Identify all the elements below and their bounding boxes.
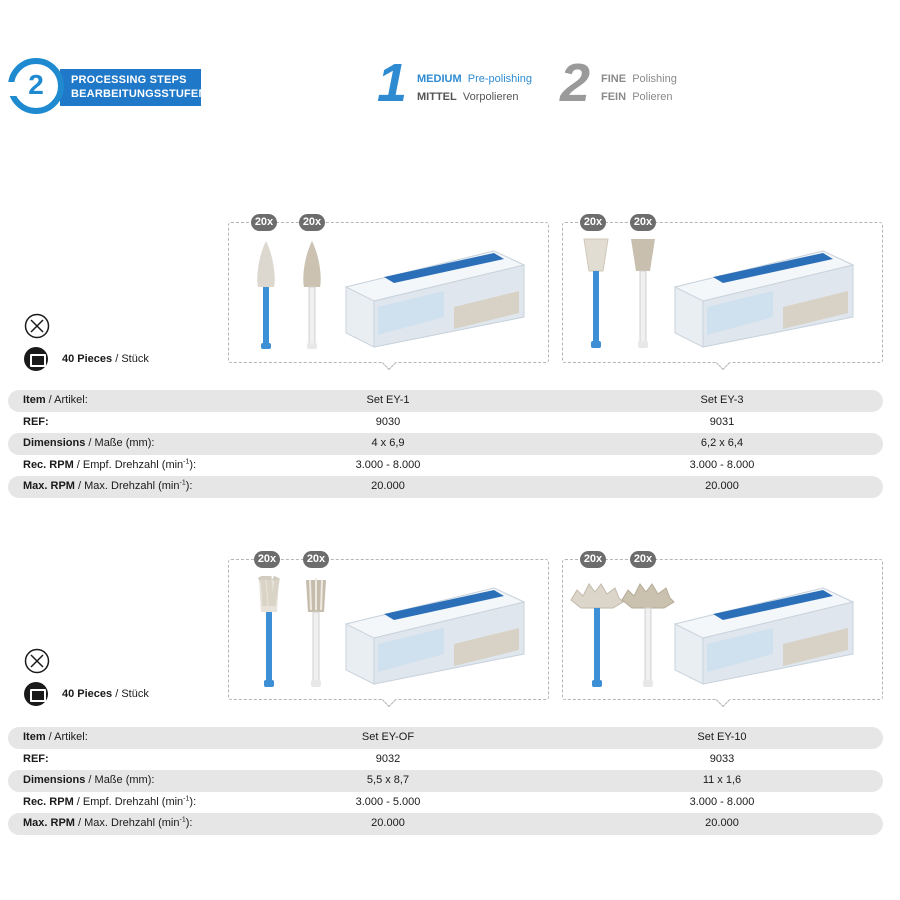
cell-value: 3.000 - 8.000 — [689, 458, 755, 471]
steps-title-en: PROCESSING STEPS — [71, 74, 187, 86]
cell-value: 9031 — [709, 415, 735, 428]
cell-value: Set EY-OF — [361, 731, 415, 743]
brush-polisher-blue — [255, 576, 283, 690]
flame-polisher-white — [300, 239, 324, 353]
label-end: ): — [189, 795, 197, 808]
label-rest: / Maße (mm): — [85, 774, 155, 786]
label-rest: / Maße (mm): — [85, 437, 155, 449]
frame-pointer — [381, 693, 395, 707]
label-sup: -1 — [183, 457, 190, 465]
processing-steps-badge — [8, 58, 64, 114]
label-bold: REF: — [23, 415, 49, 428]
label-bold: Max. RPM — [23, 817, 75, 829]
cup-polisher-white — [628, 237, 658, 353]
flame-polisher-blue — [254, 239, 278, 353]
cell-value: 9030 — [375, 415, 401, 428]
badge-number: 2 — [28, 69, 44, 100]
label-rest: / Artikel: — [45, 394, 88, 406]
step2-desc-de: Polieren — [632, 91, 673, 103]
row-label — [23, 792, 196, 814]
spec-table-2 — [8, 727, 883, 835]
label-rest: / Max. Drehzahl (min — [74, 817, 180, 829]
cell-value: 5,5 x 8,7 — [366, 774, 410, 786]
qty-badge: 20x — [303, 551, 329, 568]
package-icon — [24, 682, 48, 706]
label-bold: Dimensions — [23, 774, 86, 786]
pieces-rest: / Stück — [112, 688, 149, 700]
table-row-max-rpm — [8, 476, 883, 498]
table-row-ref — [8, 412, 883, 434]
label-rest: / Empf. Drehzahl (min — [73, 795, 184, 808]
label-bold: Dimensions — [23, 437, 86, 449]
product-frame-ey1 — [228, 216, 549, 363]
qty-badge: 20x — [630, 551, 656, 568]
disc-polisher-white — [620, 582, 676, 692]
label-end: ): — [185, 480, 193, 492]
step1-level-en: MEDIUM — [417, 73, 462, 85]
pieces-bold: 40 Pieces — [62, 353, 113, 365]
product-box-image — [344, 584, 528, 688]
step2-level-de: FEIN — [601, 91, 627, 103]
cell-value: 20.000 — [705, 480, 739, 492]
table-row-rec-rpm — [8, 792, 883, 814]
table-row-dimensions — [8, 433, 883, 455]
pieces-count — [62, 353, 149, 365]
table-row-dimensions — [8, 770, 883, 792]
cell-value: 11 x 1,6 — [702, 774, 742, 786]
step1-desc-de: Vorpolieren — [462, 91, 519, 103]
qty-badge: 20x — [580, 214, 606, 231]
row-label — [23, 813, 192, 835]
cell-value: 3.000 - 5.000 — [355, 795, 421, 808]
label-end: ): — [189, 458, 197, 471]
label-bold: Item — [23, 394, 46, 406]
qty-badge: 20x — [580, 551, 606, 568]
step1-level-de: MITTEL — [417, 91, 457, 103]
qty-badge: 20x — [630, 214, 656, 231]
cell-value: 20.000 — [705, 817, 739, 829]
row-label — [23, 749, 49, 771]
table-row-rec-rpm — [8, 455, 883, 477]
disc-polisher-blue — [569, 582, 625, 692]
cell-value: Set EY-10 — [697, 731, 747, 743]
product-frame-eyof — [228, 553, 549, 700]
product-frame-ey3 — [562, 216, 883, 363]
label-bold: REF: — [23, 752, 49, 765]
frame-pointer — [381, 356, 395, 370]
table-row-max-rpm — [8, 813, 883, 835]
row-label — [23, 455, 196, 477]
cell-value: 20.000 — [371, 817, 405, 829]
cup-polisher-blue — [581, 237, 611, 353]
cell-value: 3.000 - 8.000 — [689, 795, 755, 808]
product-frame-ey10 — [562, 553, 883, 700]
label-end: ): — [185, 817, 193, 829]
cell-value: 3.000 - 8.000 — [355, 458, 421, 471]
step1-text — [417, 70, 532, 106]
label-bold: Rec. RPM — [23, 458, 74, 471]
label-rest: / Empf. Drehzahl (min — [73, 458, 184, 471]
product-box-image — [673, 247, 857, 351]
cell-value: 4 x 6,9 — [371, 437, 405, 449]
cell-value: Set EY-3 — [700, 394, 744, 406]
product-box-image — [344, 247, 528, 351]
step1-number: 1 — [377, 53, 408, 113]
cell-value: 6,2 x 6,4 — [700, 437, 744, 449]
row-label — [23, 727, 88, 749]
brush-polisher-white — [302, 576, 330, 690]
frame-pointer — [715, 356, 729, 370]
row-label — [23, 412, 49, 434]
qty-badge: 20x — [254, 551, 280, 568]
label-sup: -1 — [179, 479, 186, 487]
qty-badge: 20x — [299, 214, 325, 231]
pieces-rest: / Stück — [112, 353, 149, 365]
cell-value: Set EY-1 — [366, 394, 410, 406]
label-rest: / Artikel: — [45, 731, 88, 743]
step2-desc-en: Polishing — [632, 73, 677, 85]
table-row-ref — [8, 749, 883, 771]
cell-value: 9033 — [709, 752, 735, 765]
label-bold: Item — [23, 731, 46, 743]
cell-value: 20.000 — [371, 480, 405, 492]
row-label — [23, 390, 88, 412]
step2-text — [601, 70, 677, 106]
package-icon — [24, 347, 48, 371]
product-box-image — [673, 584, 857, 688]
steps-title-de: BEARBEITUNGSSTUFEN — [71, 88, 207, 100]
qty-badge: 20x — [251, 214, 277, 231]
processing-steps-label — [60, 69, 207, 106]
row-label — [23, 476, 192, 498]
spec-table-1 — [8, 390, 883, 498]
cell-value: 9032 — [375, 752, 401, 765]
pieces-count — [62, 688, 149, 700]
table-row-item — [8, 390, 883, 412]
label-sup: -1 — [179, 816, 186, 824]
frame-pointer — [715, 693, 729, 707]
row-label — [23, 770, 154, 792]
table-row-item — [8, 727, 883, 749]
label-bold: Rec. RPM — [23, 795, 74, 808]
step2-level-en: FINE — [601, 73, 627, 85]
row-label — [23, 433, 154, 455]
label-sup: -1 — [183, 794, 190, 802]
label-rest: / Max. Drehzahl (min — [74, 480, 180, 492]
pieces-bold: 40 Pieces — [62, 688, 113, 700]
step1-desc-en: Pre-polishing — [467, 73, 532, 85]
label-bold: Max. RPM — [23, 480, 75, 492]
step2-number: 2 — [560, 53, 591, 113]
single-use-icon — [24, 313, 50, 339]
single-use-icon — [24, 648, 50, 674]
